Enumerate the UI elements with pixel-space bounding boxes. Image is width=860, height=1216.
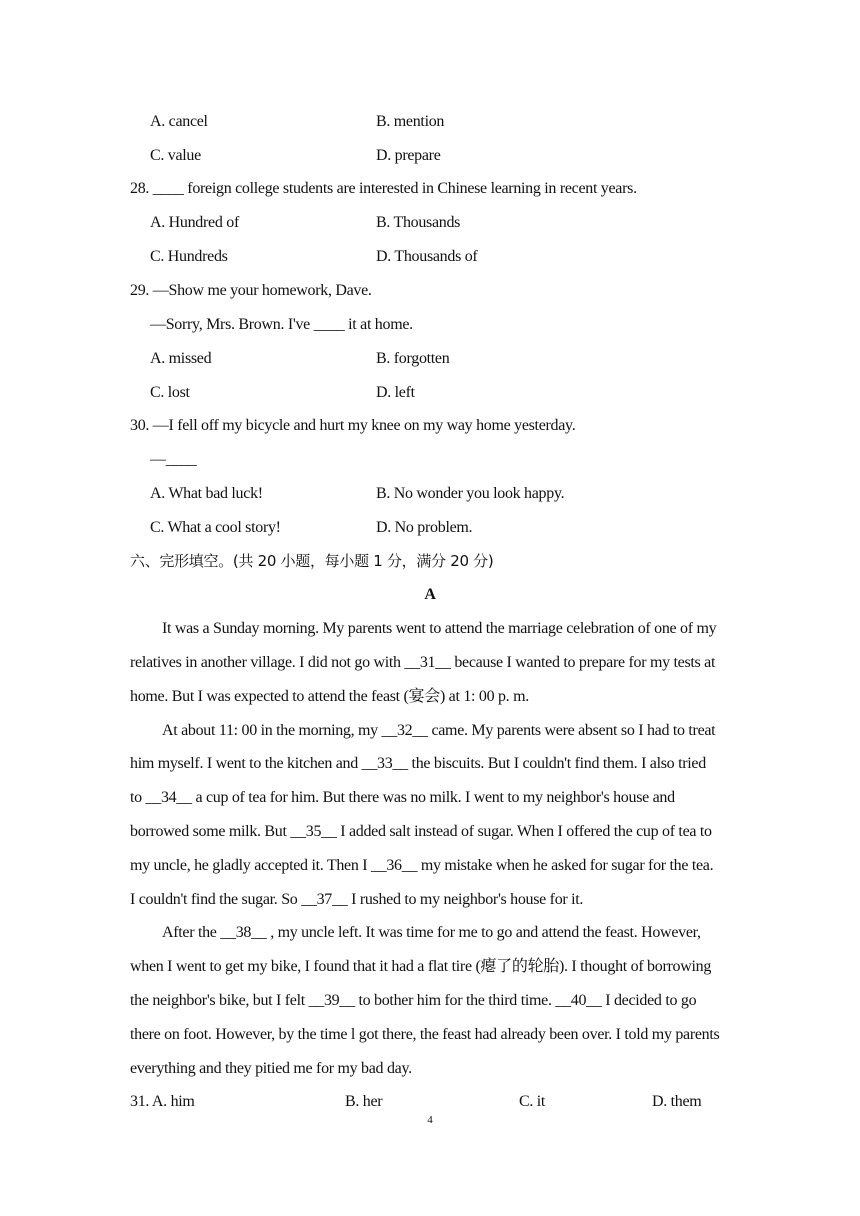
q27-option-b: B. mention xyxy=(376,113,445,130)
passage-line: there on foot. However, by the time l got there, the feast had already been over. I told my parents xyxy=(130,1026,720,1043)
q28-option-a: A. Hundred of xyxy=(150,214,239,231)
q31-option-a: 31. A. him xyxy=(130,1093,195,1110)
q29-dialogue-reply: —Sorry, Mrs. Brown. I've ____ it at home. xyxy=(150,316,413,333)
passage-line: everything and they pitied me for my bad day. xyxy=(130,1060,412,1077)
passage-line: It was a Sunday morning. My parents went to attend the marriage celebration of one of my xyxy=(162,620,717,637)
passage-line: relatives in another village. I did not go with __31__ because I wanted to prepare for my tests at xyxy=(130,654,716,671)
q29-options-row-1 xyxy=(150,342,770,376)
q27-options-row-2 xyxy=(150,139,770,173)
q30-dialogue-reply: —____ xyxy=(150,451,197,468)
q29-stem: 29. —Show me your homework, Dave. xyxy=(130,282,372,299)
q31-option-d: D. them xyxy=(652,1093,702,1110)
q28-stem: 28. ____ foreign college students are interested in Chinese learning in recent years. xyxy=(130,180,637,197)
q29-option-d: D. left xyxy=(376,384,415,401)
q30-stem: 30. —I fell off my bicycle and hurt my knee on my way home yesterday. xyxy=(130,417,576,434)
section-heading: 六、完形填空。(共 20 小题，每小题 1 分，满分 20 分) xyxy=(130,552,494,570)
q31-option-b: B. her xyxy=(345,1093,383,1110)
q28-option-c: C. Hundreds xyxy=(150,248,228,265)
page-number: 4 xyxy=(427,1114,433,1126)
q30-option-c: C. What a cool story! xyxy=(150,519,281,536)
passage-line: After the __38__ , my uncle left. It was time for me to go and attend the feast. However, xyxy=(162,924,701,941)
passage-line: At about 11: 00 in the morning, my __32__ came. My parents were absent so I had to treat xyxy=(162,722,716,739)
q28-option-d: D. Thousands of xyxy=(376,248,478,265)
passage-line: when I went to get my bike, I found that it had a flat tire (瘪了的轮胎). I thought of borrowing xyxy=(130,958,712,975)
passage-line: home. But I was expected to attend the feast (宴会) at 1: 00 p. m. xyxy=(130,688,529,705)
passage-line: borrowed some milk. But __35__ I added salt instead of sugar. When I offered the cup of tea to xyxy=(130,823,712,840)
passage-line: I couldn't find the sugar. So __37__ I rushed to my neighbor's house for it. xyxy=(130,891,584,908)
q27-option-d: D. prepare xyxy=(376,147,441,164)
q27-options-row-1 xyxy=(150,105,770,139)
q27-option-c: C. value xyxy=(150,147,201,164)
q30-option-d: D. No problem. xyxy=(376,519,473,536)
passage-line: to __34__ a cup of tea for him. But there was no milk. I went to my neighbor's house and xyxy=(130,789,675,806)
passage-label: A xyxy=(424,586,436,603)
passage-line: him myself. I went to the kitchen and __33__ the biscuits. But I couldn't find them. I also tried xyxy=(130,755,706,772)
q29-option-c: C. lost xyxy=(150,384,190,401)
q29-option-b: B. forgotten xyxy=(376,350,450,367)
q30-options-row-2 xyxy=(150,511,770,545)
q30-options-row-1 xyxy=(150,477,770,511)
q29-option-a: A. missed xyxy=(150,350,212,367)
q28-option-b: B. Thousands xyxy=(376,214,461,231)
q27-option-a: A. cancel xyxy=(150,113,208,130)
passage-line: my uncle, he gladly accepted it. Then I __36__ my mistake when he asked for sugar for the tea. xyxy=(130,857,714,874)
q31-option-c: C. it xyxy=(519,1093,546,1110)
q29-options-row-2 xyxy=(150,376,770,410)
q28-options-row-1 xyxy=(150,206,770,240)
passage-line: the neighbor's bike, but I felt __39__ to bother him for the third time. __40__ I decided to go xyxy=(130,992,697,1009)
q30-option-b: B. No wonder you look happy. xyxy=(376,485,565,502)
q30-option-a: A. What bad luck! xyxy=(150,485,263,502)
q28-options-row-2 xyxy=(150,240,770,274)
